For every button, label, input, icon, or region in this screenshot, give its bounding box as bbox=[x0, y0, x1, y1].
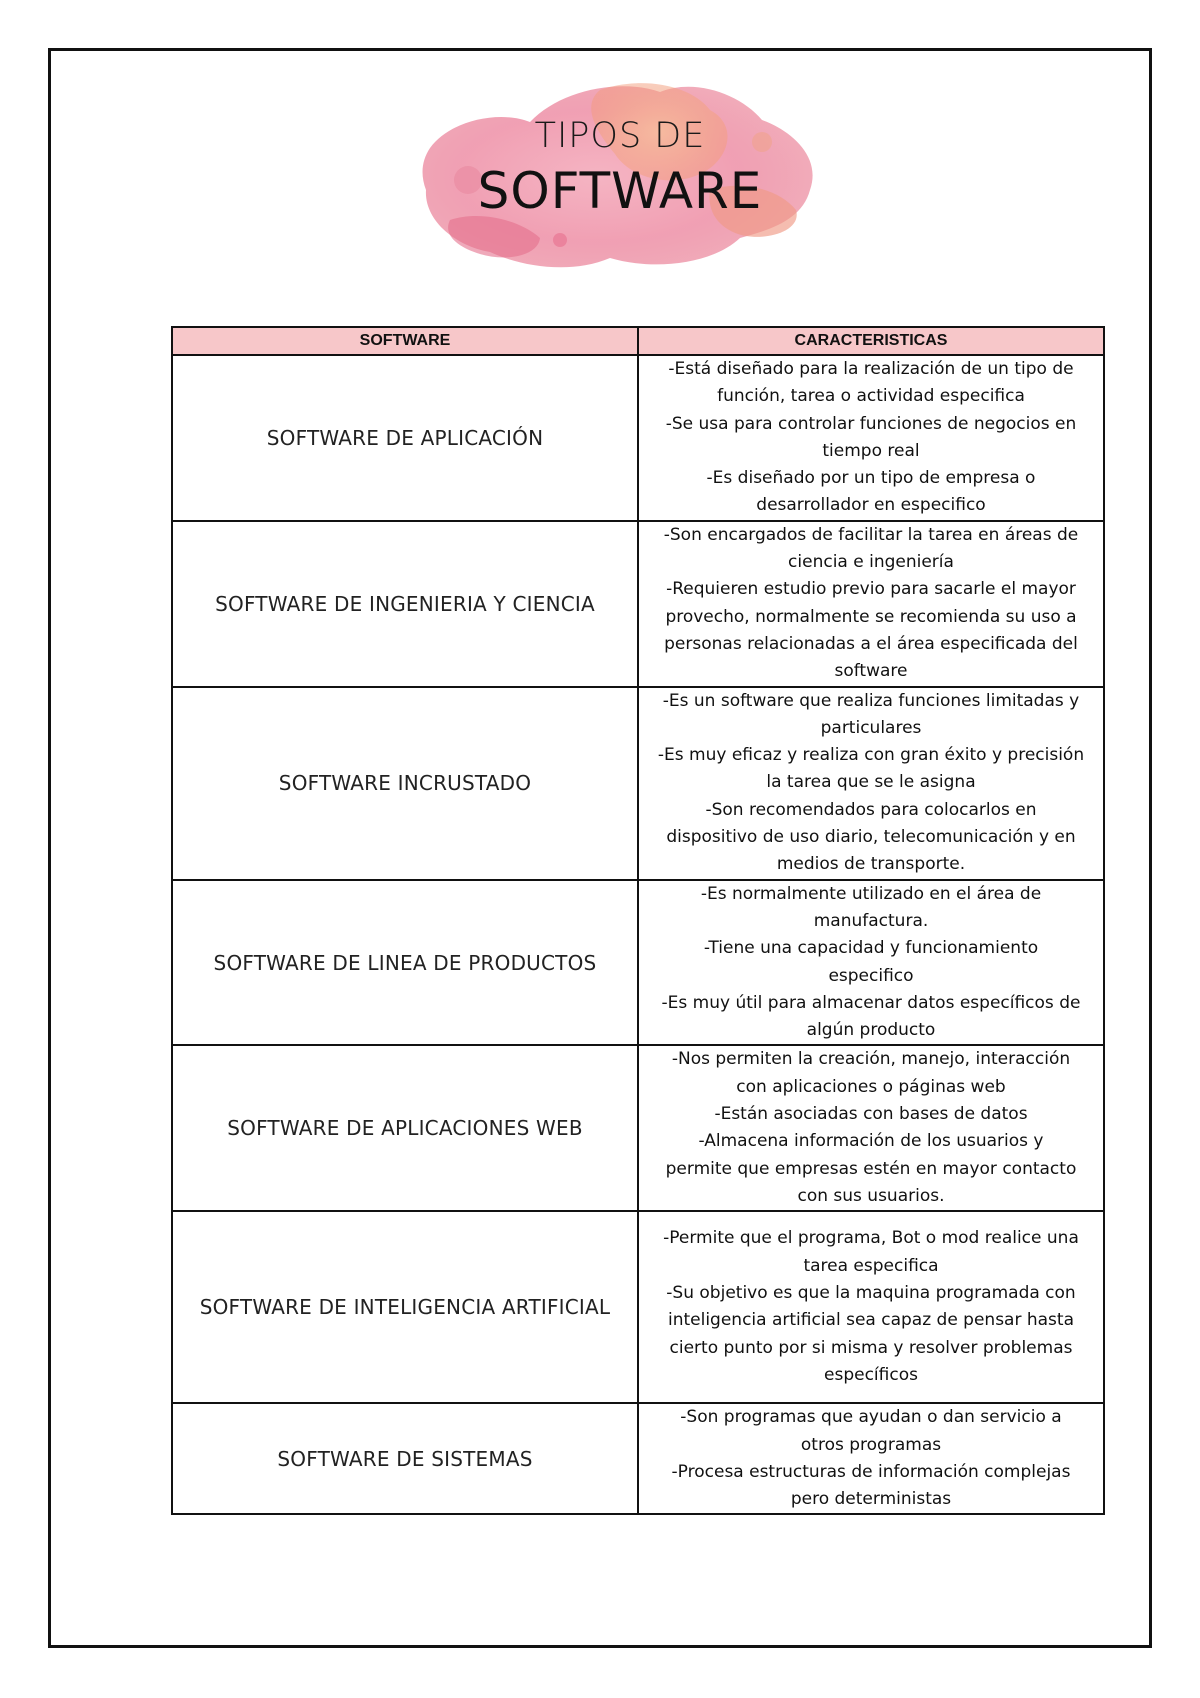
software-name: SOFTWARE DE APLICACIONES WEB bbox=[172, 1045, 638, 1211]
software-characteristics bbox=[638, 1211, 1104, 1403]
characteristic-line: provecho, normalmente se recomienda su uso a bbox=[665, 606, 1077, 627]
characteristic-line: ciencia e ingeniería bbox=[788, 552, 954, 573]
characteristic-line: manufactura. bbox=[813, 910, 929, 931]
characteristic-line: -Requieren estudio previo para sacarle el mayor bbox=[666, 579, 1076, 600]
characteristic-line: particulares bbox=[820, 717, 922, 738]
column-header-characteristics: CARACTERISTICAS bbox=[638, 327, 1104, 355]
characteristic-line: con sus usuarios. bbox=[797, 1185, 945, 1206]
software-characteristics bbox=[638, 521, 1104, 687]
table-row bbox=[172, 687, 1104, 880]
software-name: SOFTWARE DE INGENIERIA Y CIENCIA bbox=[172, 521, 638, 687]
title-line-2: SOFTWARE bbox=[477, 162, 763, 220]
software-characteristics bbox=[638, 355, 1104, 521]
characteristic-line: específicos bbox=[824, 1364, 918, 1385]
characteristic-line: función, tarea o actividad especifica bbox=[717, 386, 1025, 407]
software-name: SOFTWARE INCRUSTADO bbox=[172, 687, 638, 880]
software-name: SOFTWARE DE INTELIGENCIA ARTIFICIAL bbox=[172, 1211, 638, 1403]
characteristic-line: algún producto bbox=[806, 1020, 936, 1041]
characteristic-line: -Son recomendados para colocarlos en bbox=[705, 799, 1037, 820]
table-row bbox=[172, 1403, 1104, 1514]
software-characteristics bbox=[638, 1045, 1104, 1211]
table-row bbox=[172, 1211, 1104, 1403]
table-header-row bbox=[172, 327, 1104, 355]
title-line-1: TIPOS DE bbox=[534, 116, 706, 156]
table-row bbox=[172, 521, 1104, 687]
software-types-table bbox=[171, 326, 1105, 1515]
characteristic-line: -Es normalmente utilizado en el área de bbox=[700, 883, 1042, 904]
column-header-software: SOFTWARE bbox=[172, 327, 638, 355]
characteristic-line: medios de transporte. bbox=[776, 854, 966, 875]
characteristic-line: -Procesa estructuras de información complejas bbox=[671, 1461, 1071, 1482]
characteristic-line: -Es un software que realiza funciones limitadas y bbox=[662, 690, 1080, 711]
software-name: SOFTWARE DE APLICACIÓN bbox=[172, 355, 638, 521]
characteristic-line: -Nos permiten la creación, manejo, interacción bbox=[671, 1049, 1071, 1070]
table-row bbox=[172, 355, 1104, 521]
software-characteristics bbox=[638, 687, 1104, 880]
software-name: SOFTWARE DE LINEA DE PRODUCTOS bbox=[172, 880, 638, 1046]
characteristic-line: tarea especifica bbox=[803, 1255, 939, 1276]
characteristic-line: -Tiene una capacidad y funcionamiento bbox=[703, 938, 1039, 959]
table-row bbox=[172, 1045, 1104, 1211]
characteristic-line: -Su objetivo es que la maquina programada con bbox=[666, 1282, 1076, 1303]
characteristic-line: con aplicaciones o páginas web bbox=[736, 1076, 1006, 1097]
software-characteristics bbox=[638, 880, 1104, 1046]
characteristic-line: -Son encargados de facilitar la tarea en áreas de bbox=[663, 524, 1079, 545]
characteristic-line: tiempo real bbox=[822, 440, 920, 461]
characteristic-line: -Está diseñado para la realización de un tipo de bbox=[668, 359, 1074, 379]
characteristic-line: permite que empresas estén en mayor contacto bbox=[665, 1158, 1077, 1179]
characteristic-line: -Son programas que ayudan o dan servicio a bbox=[680, 1407, 1062, 1428]
characteristic-line: inteligencia artificial sea capaz de pensar hasta bbox=[667, 1310, 1075, 1331]
software-name: SOFTWARE DE SISTEMAS bbox=[172, 1403, 638, 1514]
characteristic-line: -Almacena información de los usuarios y bbox=[698, 1131, 1044, 1152]
characteristic-line: la tarea que se le asigna bbox=[766, 772, 976, 793]
characteristic-line: -Es muy útil para almacenar datos específicos de bbox=[661, 992, 1081, 1013]
characteristic-line: -Es diseñado por un tipo de empresa o bbox=[706, 468, 1036, 489]
characteristic-line: -Están asociadas con bases de datos bbox=[714, 1104, 1028, 1125]
software-characteristics bbox=[638, 1403, 1104, 1514]
characteristic-line: especifico bbox=[828, 965, 914, 986]
title-banner bbox=[410, 70, 830, 280]
characteristic-line: cierto punto por si misma y resolver problemas bbox=[669, 1337, 1073, 1358]
characteristic-line: software bbox=[834, 661, 908, 682]
characteristic-line: -Se usa para controlar funciones de negocios en bbox=[665, 413, 1077, 434]
characteristic-line: otros programas bbox=[800, 1434, 942, 1455]
characteristic-line: dispositivo de uso diario, telecomunicación y en bbox=[666, 827, 1076, 848]
characteristic-line: personas relacionadas a el área especificada del bbox=[664, 633, 1078, 654]
characteristic-line: -Es muy eficaz y realiza con gran éxito y precisión bbox=[657, 745, 1085, 766]
characteristic-line: desarrollador en especifico bbox=[756, 495, 986, 516]
table-row bbox=[172, 880, 1104, 1046]
characteristic-line: -Permite que el programa, Bot o mod realice una bbox=[663, 1228, 1079, 1249]
characteristic-line: pero deterministas bbox=[790, 1489, 952, 1510]
